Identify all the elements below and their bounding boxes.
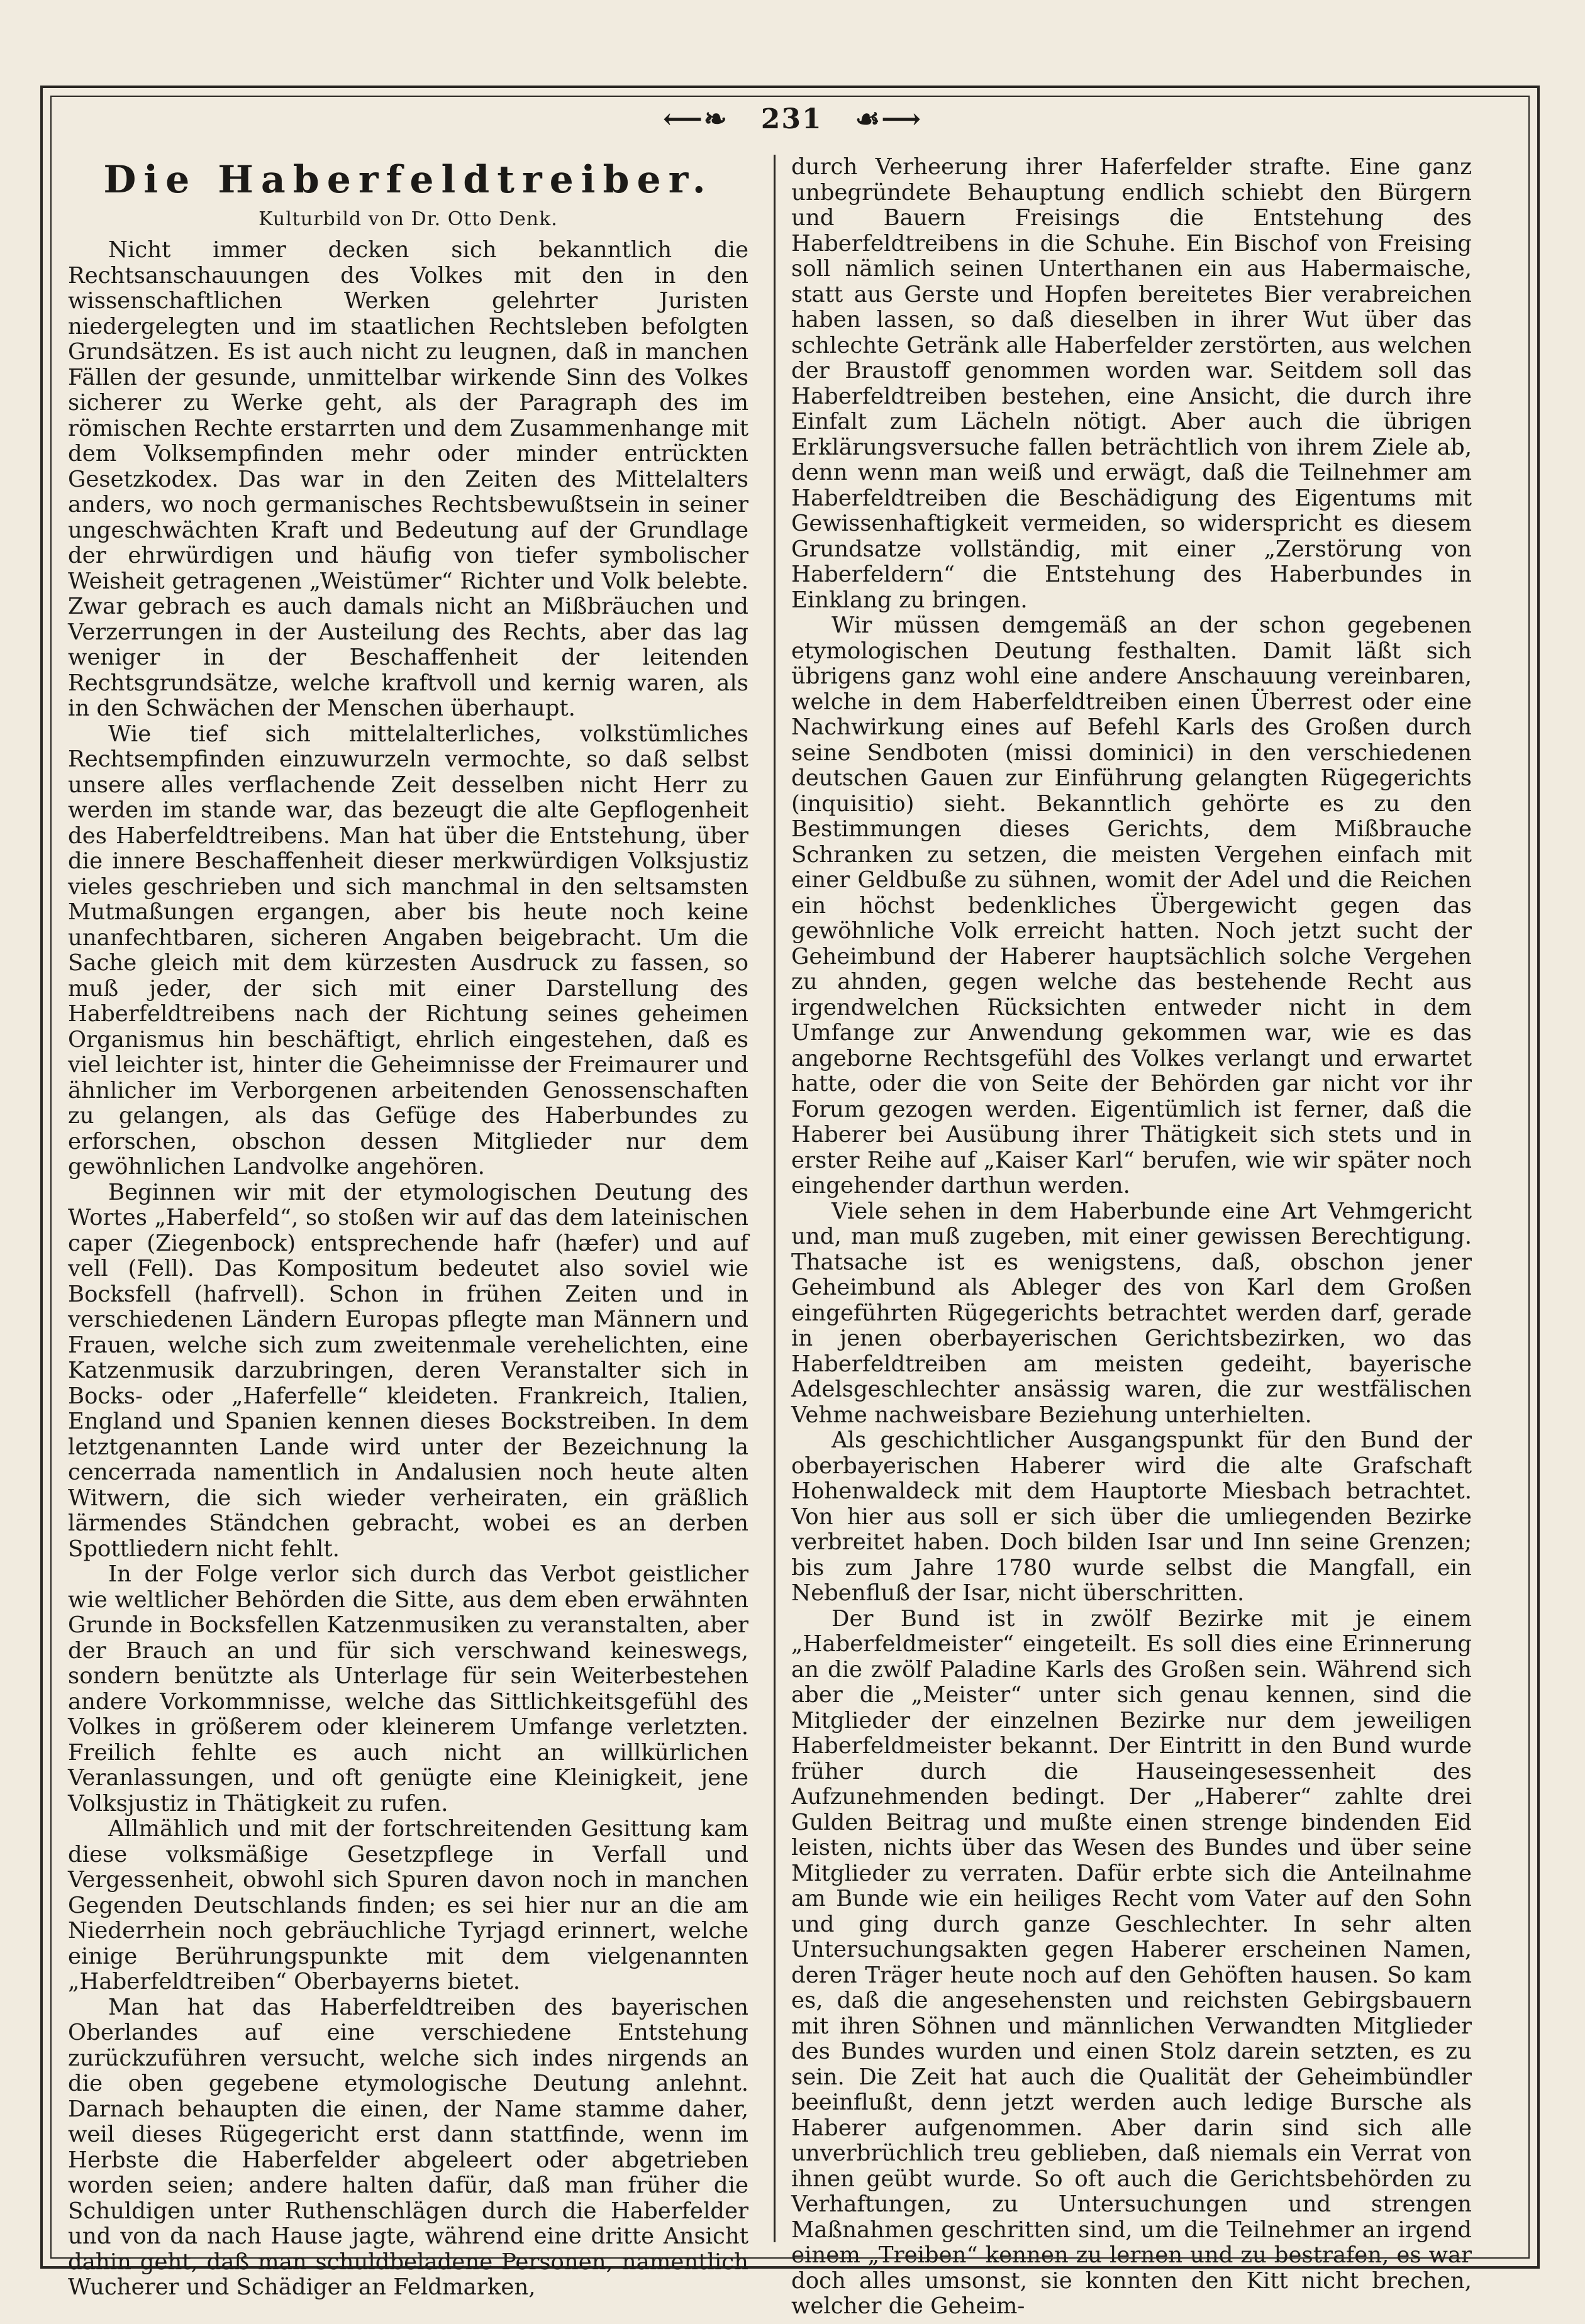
right-column — [791, 154, 1472, 2319]
ornament-left: ⟵❧ — [662, 103, 728, 135]
paragraph: Der Bund ist in zwölf Bezirke mit je einem „Haberfeldmeister“ eingeteilt. Es soll dies eine Erinnerung an die zwölf Paladine Karls des Großen sein. Während sich aber die „Meister“ unter sich genau kennen, sind die Mitglieder der einzelnen Bezirke nur dem jeweiligen Haberfeldmeister bekannt. Der Eintritt in den Bund wurde früher durch die Hauseingesessenheit des Aufzunehmenden bedingt. Der „Haberer“ zahlte drei Gulden Beitrag und mußte einen strenge bindenden Eid leisten, nichts über das Wesen des Bundes und über seine Mitglieder zu verraten. Dafür erbte sich die Anteilnahme am Bunde wie ein heiliges Recht vom Vater auf den Sohn und ging durch ganze Geschlechter. In sehr alten Untersuchungsakten gegen Haberer erscheinen Namen, deren Träger heute noch auf den Gehöften hausen. So kam es, daß die angesehensten und reichsten Gebirgsbauern mit ihren Söhnen und männlichen Verwandten Mitglieder des Bundes wurden und einen Stolz darein setzten, es zu sein. Die Zeit hat auch die Qualität der Geheimbündler beeinflußt, denn jetzt werden auch ledige Bursche als Haberer aufgenommen. Aber darin sind sich alle unverbrüchlich treu geblieben, daß niemals ein Verrat von ihnen geübt wurde. So oft auch die Gerichtsbehörden zu Verhaftungen, zu Untersuchungen und strengen Maßnahmen geschritten sind, um die Teilnehmer an irgend einem „Treiben“ kennen zu lernen und zu bestrafen, es war doch alles umsonst, sie konnten den Kitt nicht brechen, welcher die Geheim- — [791, 1605, 1472, 2319]
paragraph: Wir müssen demgemäß an der schon gegebenen etymologischen Deutung festhalten. Damit läßt sich übrigens ganz wohl eine andere Anschauung vereinbaren, welche in dem Haberfeldtreiben einen Überrest oder eine Nachwirkung eines auf Befehl Karls des Großen durch seine Sendboten (missi dominici) in den verschiedenen deutschen Gauen zur Einführung gelangten Rügegerichts (inquisitio) sieht. Bekanntlich gehörte es zu den Bestimmungen dieses Gerichts, dem Mißbrauche Schranken zu setzen, die meisten Vergehen einfach mit einer Geldbuße zu sühnen, womit der Adel und die Reichen ein höchst bedenkliches Übergewicht gegen das gewöhnliche Volk erreicht hatten. Noch jetzt sucht der Geheimbund der Haberer hauptsächlich solche Vergehen zu ahnden, gegen welche das bestehende Recht aus irgendwelchen Rücksichten entweder nicht in dem Umfange zur Anwendung gekommen war, wie es das angeborne Rechtsgefühl des Volkes verlangt und erwartet hatte, oder die von Seite der Behörden gar nicht vor ihr Forum gezogen werden. Eigentümlich ist ferner, daß die Haberer bei Ausübung ihrer Thätigkeit sich stets und in erster Reihe auf „Kaiser Karl“ berufen, wie wir später noch eingehender darthun werden. — [791, 612, 1472, 1198]
paragraph: durch Verheerung ihrer Haferfelder strafte. Eine ganz unbegründete Behauptung endlich schiebt den Bürgern und Bauern Freisings die Entstehung des Haberfeldtreibens in die Schuhe. Ein Bischof von Freising soll nämlich seinen Unterthanen ein aus Habermaische, statt aus Gerste und Hopfen bereitetes Bier verabreichen haben lassen, so daß dieselben in ihrer Wut über das schlechte Getränk alle Haberfelder zerstörten, aus welchen der Braustoff genommen worden war. Seitdem soll das Haberfeldtreiben bestehen, eine Ansicht, die durch ihre Einfalt zum Lächeln nötigt. Aber auch die übrigen Erklärungsversuche fallen beträchtlich von ihrem Ziele ab, denn wenn man weiß und erwägt, daß die Teilnehmer am Haberfeldtreiben die Beschädigung des Eigentums mit Gewissenhaftigkeit vermeiden, so widerspricht es diesem Grundsatze vollständig, mit einer „Zerstörung von Haberfeldern“ die Entstehung des Haberbundes in Einklang zu bringen. — [791, 154, 1472, 613]
paragraph: Allmählich und mit der fortschreitenden Gesittung kam diese volksmäßige Gesetzpflege in Verfall und Vergessenheit, obwohl sich Spuren davon noch in manchen Gegenden Deutschlands finden; es sei hier nur an die am Niederrhein noch gebräuchliche Tyrjagd erinnert, welche einige Berührungspunkte mit dem vielgenannten „Haberfeldtreiben“ Oberbayerns bietet. — [68, 1816, 748, 1995]
ornament-right: ☙⟶ — [855, 103, 923, 135]
paragraph: Nicht immer decken sich bekanntlich die Rechtsanschauungen des Volkes mit den in den wissenschaftlichen Werken gelehrter Juristen niedergelegten und im staatlichen Rechtsleben befolgten Grundsätzen. Es ist auch nicht zu leugnen, daß in manchen Fällen der gesunde, unmittelbar wirkende Sinn des Volkes sicherer zu Werke geht, als der Paragraph des im römischen Rechte erstarrten und dem Zusammenhange mit dem Volksempfinden mehr oder minder entrückten Gesetzkodex. Das war in den Zeiten des Mittelalters anders, wo noch germanisches Rechtsbewußtsein in seiner ungeschwächten Kraft und Bedeutung auf der Grundlage der ehrwürdigen und häufig von tiefer symbolischer Weisheit getragenen „Weistümer“ Richter und Volk belebte. Zwar gebrach es auch damals nicht an Mißbräuchen und Verzerrungen in der Austeilung des Rechts, aber das lag weniger in der Beschaffenheit der leitenden Rechtsgrundsätze, welche kraftvoll und kernig waren, als in den Schwächen der Menschen überhaupt. — [68, 237, 748, 721]
article-title: Die Haberfeldtreiber. — [103, 158, 713, 202]
paragraph: Als geschichtlicher Ausgangspunkt für den Bund der oberbayerischen Haberer wird die alte Grafschaft Hohenwaldeck mit dem Hauptorte Miesbach betrachtet. Von hier aus soll er sich über die umliegenden Bezirke verbreitet haben. Doch bilden Isar und Inn seine Grenzen; bis zum Jahre 1780 wurde selbst die Mangfall, ein Nebenfluß der Isar, nicht überschritten. — [791, 1427, 1472, 1606]
article-byline: Kulturbild von Dr. Otto Denk. — [259, 208, 558, 230]
column-divider — [774, 155, 776, 2242]
page-number: 231 — [760, 103, 823, 135]
paragraph: Viele sehen in dem Haberbunde eine Art Vehmgericht und, man muß zugeben, mit einer gewissen Berechtigung. Thatsache ist es wenigstens, daß, obschon jener Geheimbund als Ableger des von Karl dem Großen eingeführten Rügegerichts betrachtet werden darf, gerade in jenen oberbayerischen Gerichtsbezirken, wo das Haberfeldtreiben am meisten gedeiht, bayerische Adelsgeschlechter ansässig waren, die zur westfälischen Vehme nachweisbare Beziehung unterhielten. — [791, 1198, 1472, 1428]
paragraph: Beginnen wir mit der etymologischen Deutung des Wortes „Haberfeld“, so stoßen wir auf das dem lateinischen caper (Ziegenbock) entsprechende hafr (hæfer) und auf vell (Fell). Das Kompositum bedeutet also soviel wie Bocksfell (hafrvell). Schon in frühen Zeiten und in verschiedenen Ländern Europas pflegte man Männern und Frauen, welche sich zum zweitenmale verehelichten, eine Katzenmusik darzubringen, deren Veranstalter sich in Bocks- oder „Haferfelle“ kleideten. Frankreich, Italien, England und Spanien kennen dieses Bockstreiben. In dem letztgenannten Lande wird unter der Bezeichnung la cencerrada namentlich in Andalusien noch heute alten Witwern, die sich wieder verheiraten, ein gräßlich lärmendes Ständchen gebracht, wobei es an derben Spottliedern nicht fehlt. — [68, 1179, 748, 1562]
left-column — [68, 155, 748, 2300]
paragraph: Man hat das Haberfeldtreiben des bayerischen Oberlandes auf eine verschiedene Entstehung zurückzuführen versucht, welche sich indes nirgends an die oben gegebene etymologische Deutung anlehnt. Darnach behaupten die einen, der Name stamme daher, weil dieses Rügegericht erst dann stattfinde, wenn im Herbste die Haberfelder abgeleert oder abgetrieben worden seien; andere halten dafür, daß man früher die Schuldigen unter Ruthenschlägen durch die Haberfelder und von da nach Hause jagte, während eine dritte Ansicht dahin geht, daß man schuldbeladene Personen, namentlich Wucherer und Schädiger an Feldmarken, — [68, 1994, 748, 2300]
page-number-header — [0, 103, 1585, 135]
paragraph: Wie tief sich mittelalterliches, volkstümliches Rechtsempfinden einzuwurzeln vermochte, so daß selbst unsere alles verflachende Zeit desselben nicht Herr zu werden im stande war, das bezeugt die alte Gepflogenheit des Haberfeldtreibens. Man hat über die Entstehung, über die innere Beschaffenheit dieser merkwürdigen Volksjustiz vieles geschrieben und sich manchmal in den seltsamsten Mutmaßungen ergangen, aber bis heute noch keine unanfechtbaren, sicheren Angaben beigebracht. Um die Sache gleich mit dem kürzesten Ausdruck zu fassen, so muß jeder, der sich mit einer Darstellung des Haberfeldtreibens nach der Richtung seines geheimen Organismus hin beschäftigt, ehrlich eingestehen, daß es viel leichter ist, hinter die Geheimnisse der Freimaurer und ähnlicher im Verborgenen arbeitenden Genossenschaften zu gelangen, als das Gefüge des Haberbundes zu erforschen, obschon dessen Mitglieder nur dem gewöhnlichen Landvolke angehören. — [68, 721, 748, 1180]
paragraph: In der Folge verlor sich durch das Verbot geistlicher wie weltlicher Behörden die Sitte, aus dem eben erwähnten Grunde in Bocksfellen Katzenmusiken zu veranstalten, aber der Brauch an und für sich verschwand keineswegs, sondern benützte als Unterlage für sein Weiterbestehen andere Vorkommnisse, welche das Sittlichkeitsgefühl des Volkes in größerem oder kleinerem Umfange verletzten. Freilich fehlte es auch nicht an willkürlichen Veranlassungen, und oft genügte eine Kleinigkeit, jene Volksjustiz in Thätigkeit zu rufen. — [68, 1561, 748, 1817]
